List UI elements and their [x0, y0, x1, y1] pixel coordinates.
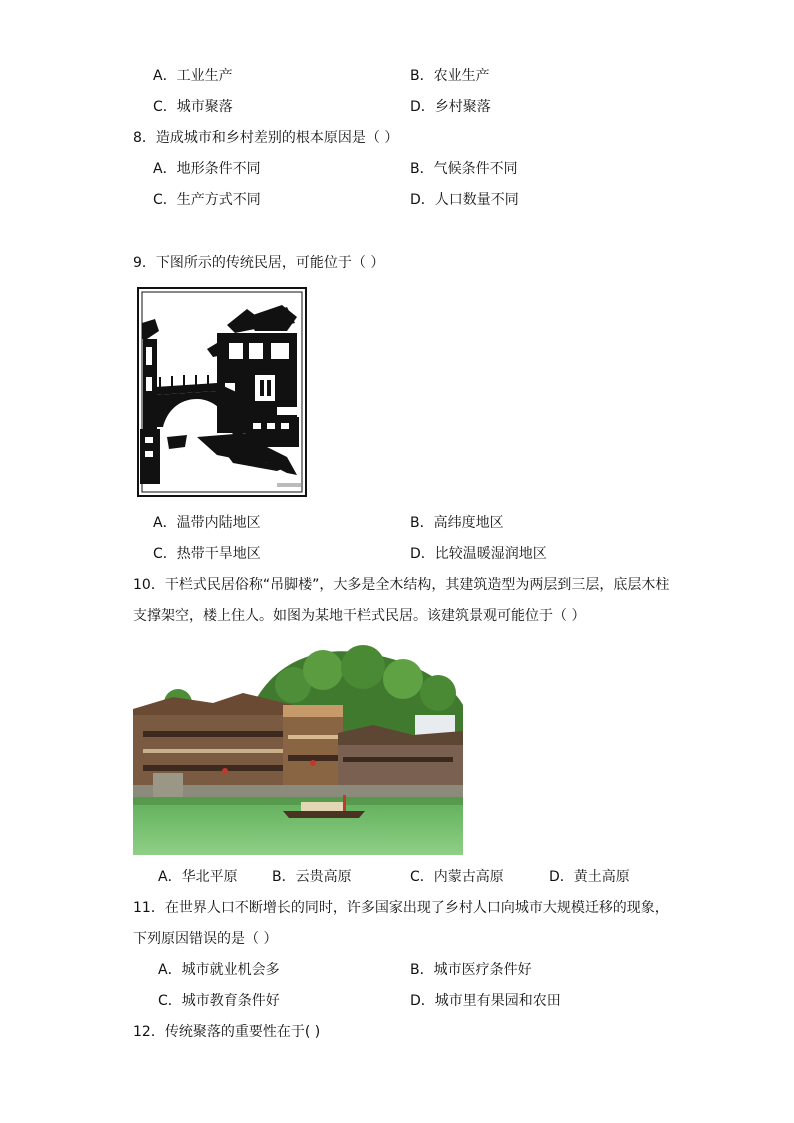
- q9-option-d: D．比较温暖湿润地区: [410, 546, 547, 562]
- q10-option-a: A．华北平原: [158, 869, 238, 885]
- q11-option-b: B．城市医疗条件好: [410, 962, 532, 978]
- q11-option-a: A．城市就业机会多: [158, 962, 280, 978]
- q11-stem-line2: 下列原因错误的是（ ）: [133, 931, 278, 947]
- q10-option-d: D．黄土高原: [549, 869, 630, 885]
- q8-option-c: C．生产方式不同: [153, 192, 261, 208]
- q8-stem: 8．造成城市和乡村差别的根本原因是（ ）: [133, 130, 399, 146]
- q7-option-d: D．乡村聚落: [410, 99, 491, 115]
- q12-stem: 12．传统聚落的重要性在于( ): [133, 1024, 321, 1040]
- q7-option-b: B．农业生产: [410, 68, 490, 84]
- q10-option-b: B．云贵高原: [272, 869, 352, 885]
- q9-stem: 9．下图所示的传统民居，可能位于（ ）: [133, 255, 385, 271]
- q8-option-d: D．人口数量不同: [410, 192, 519, 208]
- paper-cut-stilt-house-image: [137, 287, 307, 497]
- stilt-house-photo: [133, 645, 463, 855]
- q11-option-c: C．城市教育条件好: [158, 993, 280, 1009]
- q8-option-a: A．地形条件不同: [153, 161, 261, 177]
- q10-stem-line1: 10．干栏式民居俗称“吊脚楼”，大多是全木结构，其建筑造型为两层到三层，底层木柱: [133, 577, 670, 593]
- q7-option-a: A．工业生产: [153, 68, 233, 84]
- q9-option-c: C．热带干旱地区: [153, 546, 261, 562]
- q8-option-b: B．气候条件不同: [410, 161, 518, 177]
- q11-option-d: D．城市里有果园和农田: [410, 993, 561, 1009]
- q11-stem-line1: 11．在世界人口不断增长的同时，许多国家出现了乡村人口向城市大规模迁移的现象，: [133, 900, 669, 916]
- q9-option-b: B．高纬度地区: [410, 515, 504, 531]
- q10-option-c: C．内蒙古高原: [410, 869, 504, 885]
- q7-option-c: C．城市聚落: [153, 99, 233, 115]
- q10-stem-line2: 支撑架空，楼上住人。如图为某地干栏式民居。该建筑景观可能位于（ ）: [133, 608, 586, 624]
- q9-option-a: A．温带内陆地区: [153, 515, 261, 531]
